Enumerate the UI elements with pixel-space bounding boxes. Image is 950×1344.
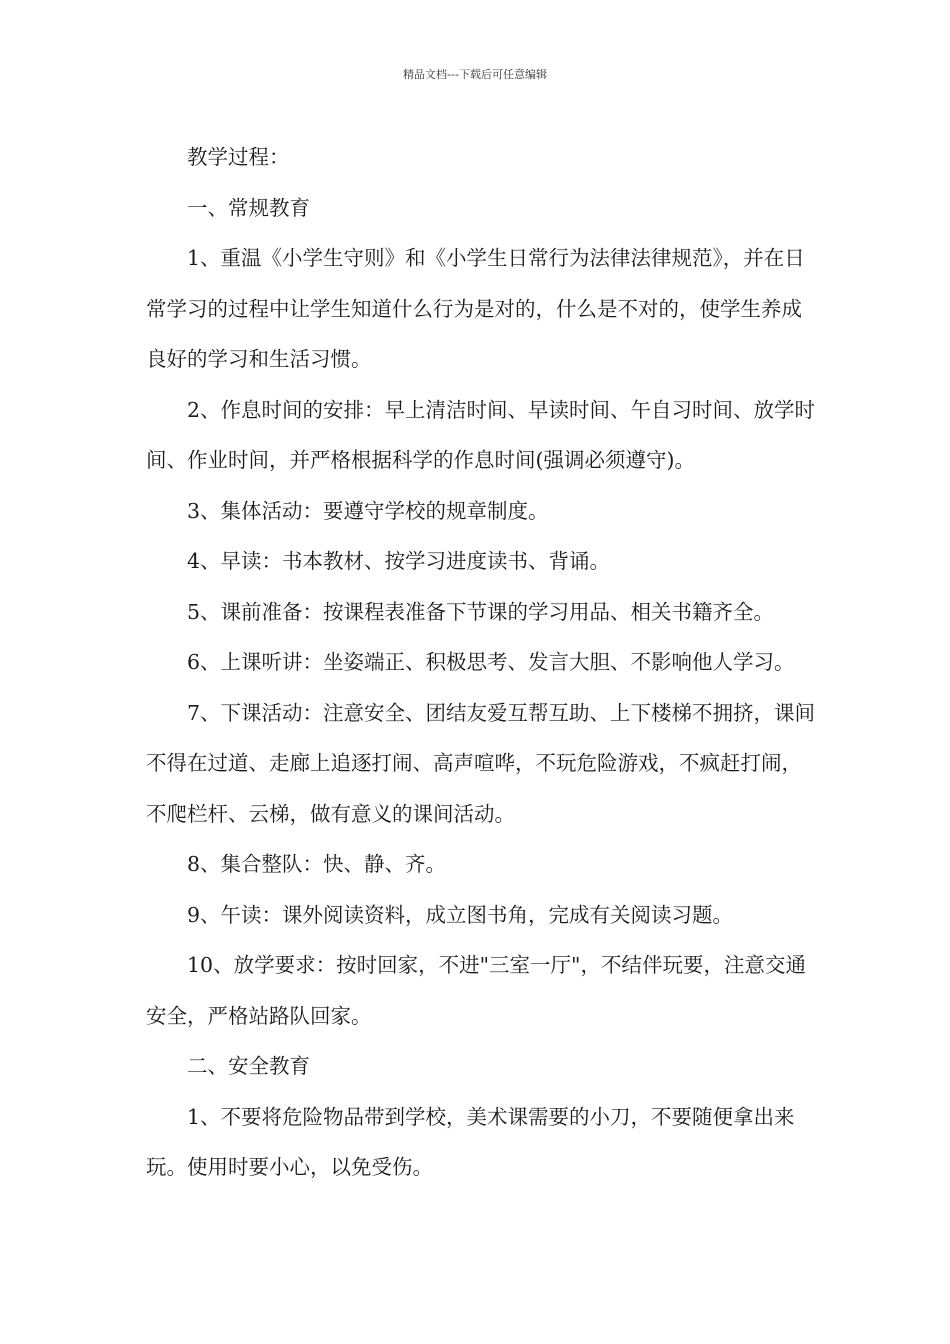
paragraph-2: 2、作息时间的安排：早上清洁时间、早读时间、午自习时间、放学时间、作业时间，并严格根据科学的作息时间(强调必须遵守)。 [146,397,816,472]
section-heading-routine: 一、常规教育 [187,195,310,220]
document-title: 教学过程： [187,145,290,169]
section-heading-safety: 二、安全教育 [187,1054,310,1078]
paragraph-5: 5、课前准备：按课程表准备下节课的学习用品、相关书籍齐全。 [187,599,775,624]
paragraph-7: 7、下课活动：注意安全、团结友爱互帮互助、上下楼梯不拥挤，课间不得在过道、走廊上追逐打闹、高声喧哗，不玩危险游戏，不疯赶打闹，不爬栏杆、云梯，做有意义的课间活动。 [146,700,816,826]
paragraph-9: 9、午读：课外阅读资料，成立图书角，完成有关阅读习题。 [187,902,734,927]
paragraph-safety-1: 1、不要将危险物品带到学校，美术课需要的小刀，不要随便拿出来玩。使用时要小心，以免受伤。 [146,1104,795,1179]
document-body [146,132,822,1193]
paragraph-6: 6、上课听讲：坐姿端正、积极思考、发言大胆、不影响他人学习。 [187,650,795,674]
page-header: 精品文档---下载后可任意编辑 [403,68,547,81]
paragraph-10: 10、放学要求：按时回家，不进"三室一厅"，不结伴玩要，注意交通安全，严格站路队回家。 [146,953,806,1028]
paragraph-3: 3、集体活动：要遵守学校的规章制度。 [187,498,549,523]
paragraph-8: 8、集合整队：快、静、齐。 [187,852,447,876]
paragraph-1: 1、重温《小学生守则》和《小学生日常行为法律法律规范》，并在日常学习的过程中让学生知道什么行为是对的，什么是不对的，使学生养成良好的学习和生活习惯。 [146,246,805,371]
paragraph-4: 4、早读：书本教材、按学习进度读书、背诵。 [187,549,611,573]
